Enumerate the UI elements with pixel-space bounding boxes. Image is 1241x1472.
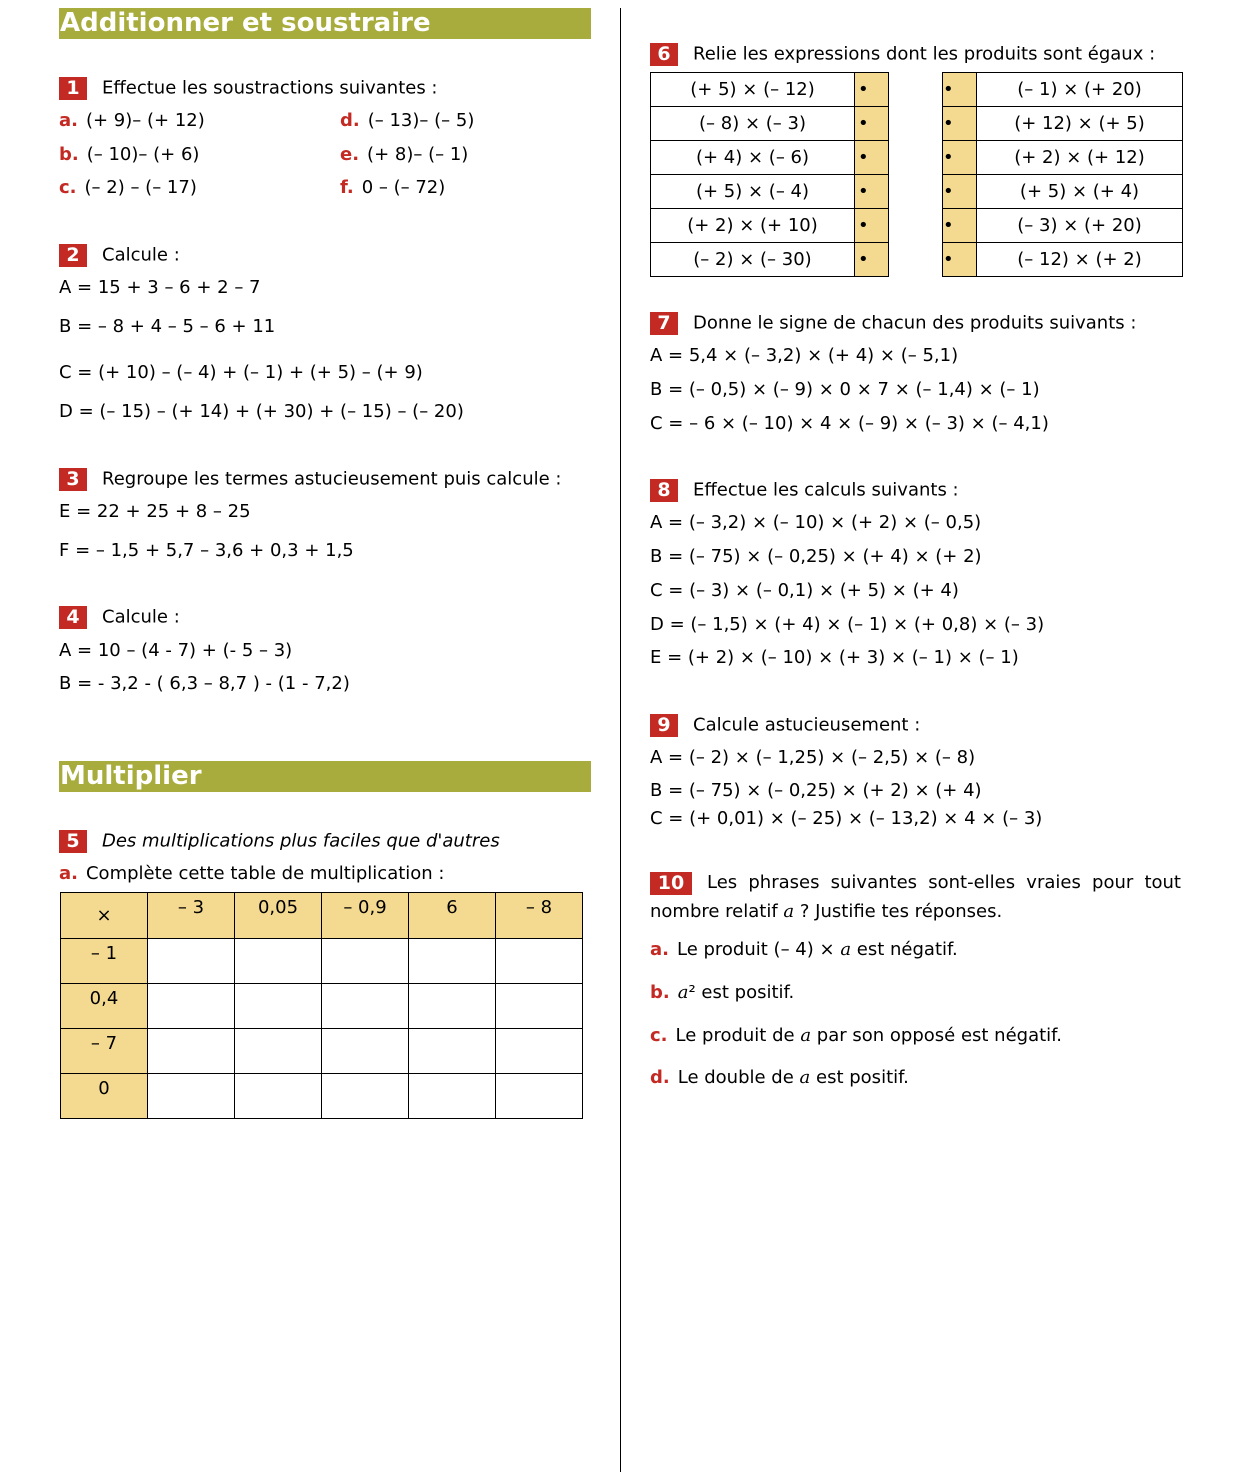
table-cell[interactable]: [148, 984, 235, 1029]
table-row: [943, 209, 1183, 243]
table-row-header: 0: [61, 1074, 148, 1119]
table-row: [61, 1074, 583, 1119]
table-cell[interactable]: [235, 1029, 322, 1074]
exercise-number: 9: [650, 714, 678, 737]
left-expression: (+ 5) × (– 4): [651, 175, 855, 209]
table-corner: ×: [61, 893, 148, 939]
section-title-multiply: Multiplier: [59, 761, 591, 792]
exercise-instruction-part2: ? Justifie tes réponses.: [799, 901, 1003, 922]
connector-dot[interactable]: •: [943, 141, 977, 175]
exercise-number: 7: [650, 312, 678, 335]
table-row: [943, 141, 1183, 175]
table-col-header: – 8: [496, 893, 583, 939]
multiplication-table: [60, 892, 583, 1119]
table-row: [651, 175, 889, 209]
exercise-number: 4: [59, 606, 87, 629]
table-cell[interactable]: [148, 1029, 235, 1074]
table-cell[interactable]: [409, 939, 496, 984]
column-divider: [620, 8, 621, 1472]
table-col-header: – 3: [148, 893, 235, 939]
exercise-number: 3: [59, 468, 87, 491]
table-cell[interactable]: [148, 1074, 235, 1119]
ex5-part-a: a. Complète cette table de multiplication :: [59, 863, 445, 884]
table-cell[interactable]: [235, 939, 322, 984]
table-row-header: 0,4: [61, 984, 148, 1029]
table-row: [651, 73, 889, 107]
section-title-add-sub: Additionner et soustraire: [59, 8, 591, 39]
left-expression: (+ 5) × (– 12): [651, 73, 855, 107]
exercise-instruction: Calcule :: [102, 606, 180, 628]
exercise-title: Des multiplications plus faciles que d'autres: [102, 830, 500, 852]
right-expression: (+ 2) × (+ 12): [977, 141, 1183, 175]
ex3-line-f: F = – 1,5 + 5,7 – 3,6 + 0,3 + 1,5: [59, 540, 354, 561]
left-expressions-table: [650, 72, 889, 277]
table-row-header: – 1: [61, 939, 148, 984]
connector-dot[interactable]: •: [943, 175, 977, 209]
ex8-line-e: E = (+ 2) × (– 10) × (+ 3) × (– 1) × (– 1): [650, 647, 1019, 668]
table-col-header: 0,05: [235, 893, 322, 939]
table-row: [61, 1029, 583, 1074]
connector-dot[interactable]: •: [943, 209, 977, 243]
ex1-item-c: c. (– 2) – (– 17): [59, 177, 197, 198]
table-cell[interactable]: [409, 1029, 496, 1074]
exercise-3-header: [59, 467, 561, 491]
ex4-line-a: A = 10 – (4 - 7) + (- 5 – 3): [59, 640, 293, 661]
exercise-number: 10: [650, 872, 692, 895]
ex10-item-b: b. a² est positif.: [650, 982, 795, 1003]
right-expressions-table: [942, 72, 1183, 277]
table-header-row: [61, 893, 583, 939]
exercise-instruction: Regroupe les termes astucieusement puis calcule :: [102, 468, 562, 490]
table-row: [651, 243, 889, 277]
variable-a: a: [783, 901, 795, 922]
table-cell[interactable]: [148, 939, 235, 984]
ex1-item-f: f. 0 – (– 72): [340, 177, 446, 198]
exercise-5-header: [59, 829, 500, 853]
left-expression: (– 8) × (– 3): [651, 107, 855, 141]
ex9-line-a: A = (– 2) × (– 1,25) × (– 2,5) × (– 8): [650, 747, 976, 768]
ex7-line-b: B = (– 0,5) × (– 9) × 0 × 7 × (– 1,4) × (– 1): [650, 379, 1040, 400]
exercise-10-header: [650, 868, 1181, 926]
ex3-line-e: E = 22 + 25 + 8 – 25: [59, 501, 251, 522]
connector-dot[interactable]: •: [855, 107, 889, 141]
left-expression: (+ 2) × (+ 10): [651, 209, 855, 243]
table-cell[interactable]: [496, 1074, 583, 1119]
connector-dot[interactable]: •: [943, 73, 977, 107]
exercise-instruction: Calcule :: [102, 244, 180, 266]
table-row: [651, 141, 889, 175]
ex8-line-a: A = (– 3,2) × (– 10) × (+ 2) × (– 0,5): [650, 512, 982, 533]
table-row: [651, 107, 889, 141]
table-cell[interactable]: [322, 939, 409, 984]
ex1-item-e: e. (+ 8)– (– 1): [340, 144, 469, 165]
ex4-line-b: B = - 3,2 - ( 6,3 – 8,7 ) - (1 - 7,2): [59, 673, 350, 694]
exercise-number: 2: [59, 244, 87, 267]
table-col-header: – 0,9: [322, 893, 409, 939]
ex10-item-d: d. Le double de a est positif.: [650, 1067, 909, 1088]
table-row: [651, 209, 889, 243]
table-cell[interactable]: [322, 984, 409, 1029]
exercise-number: 5: [59, 830, 87, 853]
table-row: [943, 107, 1183, 141]
ex10-item-c: c. Le produit de a par son opposé est négatif.: [650, 1025, 1062, 1046]
table-row: [943, 73, 1183, 107]
table-row: [61, 939, 583, 984]
right-expression: (– 1) × (+ 20): [977, 73, 1183, 107]
right-expression: (+ 12) × (+ 5): [977, 107, 1183, 141]
exercise-number: 1: [59, 77, 87, 100]
ex1-item-a: a. (+ 9)– (+ 12): [59, 110, 205, 131]
right-expression: (– 3) × (+ 20): [977, 209, 1183, 243]
table-row-header: – 7: [61, 1029, 148, 1074]
table-cell[interactable]: [322, 1029, 409, 1074]
table-cell[interactable]: [496, 939, 583, 984]
exercise-number: 6: [650, 43, 678, 66]
connector-dot[interactable]: •: [855, 73, 889, 107]
table-cell[interactable]: [496, 1029, 583, 1074]
ex7-line-c: C = – 6 × (– 10) × 4 × (– 9) × (– 3) × (– 4,1): [650, 413, 1049, 434]
connector-dot[interactable]: •: [943, 243, 977, 277]
exercise-instruction-part1: Les phrases suivantes sont-elles vraies pour tout nombre relatif: [650, 872, 1181, 922]
left-expression: (+ 4) × (– 6): [651, 141, 855, 175]
right-expression: (– 12) × (+ 2): [977, 243, 1183, 277]
exercise-4-header: [59, 605, 180, 629]
table-row: [943, 175, 1183, 209]
exercise-instruction: Effectue les soustractions suivantes :: [102, 77, 438, 99]
exercise-number: 8: [650, 479, 678, 502]
table-row: [943, 243, 1183, 277]
exercise-9-header: [650, 713, 920, 737]
table-cell[interactable]: [409, 984, 496, 1029]
table-cell[interactable]: [235, 984, 322, 1029]
connector-dot[interactable]: •: [855, 243, 889, 277]
ex8-line-b: B = (– 75) × (– 0,25) × (+ 4) × (+ 2): [650, 546, 982, 567]
exercise-8-header: [650, 478, 959, 502]
table-row: [61, 984, 583, 1029]
exercise-instruction: Relie les expressions dont les produits sont égaux :: [693, 43, 1156, 65]
ex1-item-d: d. (– 13)– (– 5): [340, 110, 475, 131]
ex2-line-c: C = (+ 10) – (– 4) + (– 1) + (+ 5) – (+ 9): [59, 362, 423, 383]
exercise-instruction: Donne le signe de chacun des produits suivants :: [693, 312, 1137, 334]
table-cell[interactable]: [496, 984, 583, 1029]
ex2-line-d: D = (– 15) – (+ 14) + (+ 30) + (– 15) – (– 20): [59, 401, 464, 422]
table-cell[interactable]: [235, 1074, 322, 1119]
exercise-6-header: [650, 42, 1155, 66]
connector-dot[interactable]: •: [855, 209, 889, 243]
connector-dot[interactable]: •: [943, 107, 977, 141]
ex8-line-d: D = (– 1,5) × (+ 4) × (– 1) × (+ 0,8) × (– 3): [650, 614, 1045, 635]
left-expression: (– 2) × (– 30): [651, 243, 855, 277]
ex7-line-a: A = 5,4 × (– 3,2) × (+ 4) × (– 5,1): [650, 345, 959, 366]
ex10-item-a: a. Le produit (– 4) × a est négatif.: [650, 939, 958, 960]
ex2-line-b: B = – 8 + 4 – 5 – 6 + 11: [59, 316, 276, 337]
connector-dot[interactable]: •: [855, 175, 889, 209]
exercise-2-header: [59, 243, 180, 267]
ex9-line-c: C = (+ 0,01) × (– 25) × (– 13,2) × 4 × (– 3): [650, 808, 1043, 829]
table-col-header: 6: [409, 893, 496, 939]
connector-dot[interactable]: •: [855, 141, 889, 175]
ex9-line-b: B = (– 75) × (– 0,25) × (+ 2) × (+ 4): [650, 780, 982, 801]
ex8-line-c: C = (– 3) × (– 0,1) × (+ 5) × (+ 4): [650, 580, 959, 601]
exercise-1-header: [59, 76, 438, 100]
ex1-item-b: b. (– 10)– (+ 6): [59, 144, 200, 165]
ex2-line-a: A = 15 + 3 – 6 + 2 – 7: [59, 277, 261, 298]
right-expression: (+ 5) × (+ 4): [977, 175, 1183, 209]
exercise-7-header: [650, 311, 1136, 335]
table-cell[interactable]: [409, 1074, 496, 1119]
exercise-instruction: Effectue les calculs suivants :: [693, 479, 959, 501]
table-cell[interactable]: [322, 1074, 409, 1119]
exercise-instruction: Calcule astucieusement :: [693, 714, 921, 736]
